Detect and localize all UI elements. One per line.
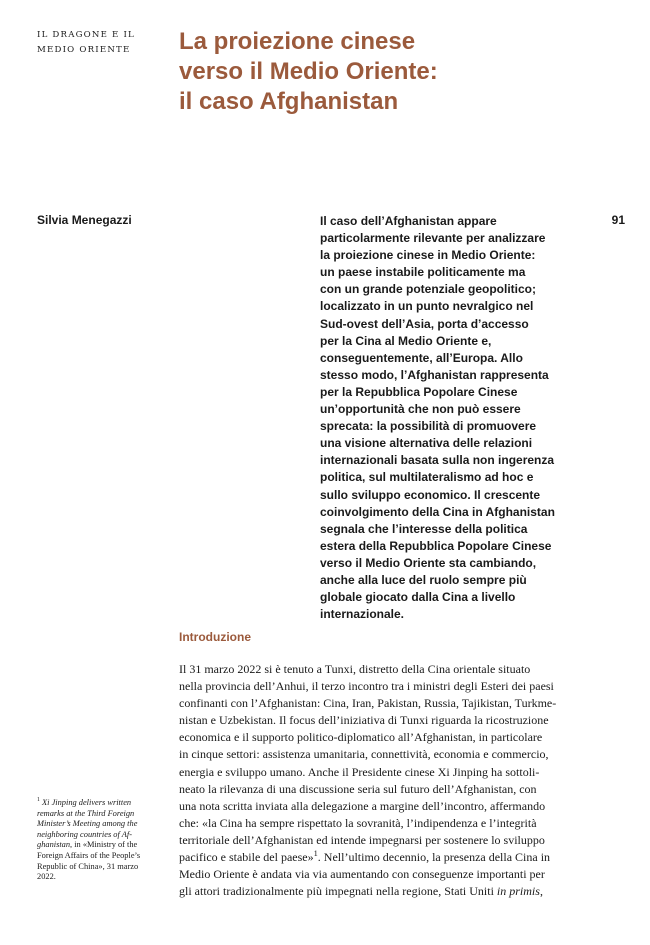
body-line: energia e sviluppo umano. Anche il Presidente cinese Xi Jinping ha sottoli- xyxy=(179,764,540,779)
abstract-line: globale giocato dalla Cina a livello xyxy=(320,590,516,605)
footnote-line: Foreign Affairs of the People’s xyxy=(37,850,141,860)
body-line: economica e il supporto politico-diplomatico all’Afghanistan, in particolare xyxy=(179,730,543,745)
section-label-line: IL DRAGONE E IL xyxy=(37,30,135,40)
abstract-line: una visione alternativa delle relazioni xyxy=(320,436,533,451)
abstract xyxy=(320,213,590,623)
abstract-line: coinvolgimento della Cina in Afghanistan xyxy=(320,504,555,519)
abstract-line: segnala che l’interesse della politica xyxy=(320,521,528,536)
title-line: La proiezione cinese xyxy=(179,28,416,55)
abstract-line: stesso modo, l’Afghanistan rappresenta xyxy=(320,367,549,382)
article-title xyxy=(179,27,619,117)
footnote-line: neighboring countries of Af- xyxy=(37,829,132,839)
footnote-rest: , in «Ministry of the xyxy=(70,840,138,850)
body-line-start: pacifico e stabile del paese» xyxy=(179,850,314,865)
abstract-line: la proiezione cinese in Medio Oriente: xyxy=(320,248,536,263)
abstract-line: internazionali basata sulla non ingerenza xyxy=(320,453,555,468)
body-line: una nota scritta inviata alla delegazione a margine dell’incontro, affermando xyxy=(179,798,546,813)
body-line: territoriale dell’Afghanistan ed intende impegnarsi per sostenere lo sviluppo xyxy=(179,832,545,847)
abstract-line: Sud-ovest dell’Asia, porta d’accesso xyxy=(320,316,529,331)
abstract-line: sullo sviluppo economico. Il crescente xyxy=(320,487,541,502)
section-label xyxy=(37,28,157,58)
abstract-line: per la Cina al Medio Oriente e, xyxy=(320,333,492,348)
body-line-end: , xyxy=(539,884,543,899)
title-line: verso il Medio Oriente: xyxy=(179,58,438,85)
footnote-italic: ghanistan xyxy=(37,840,71,850)
footnote-line xyxy=(37,840,167,851)
abstract-line: Il caso dell’Afghanistan appare xyxy=(320,214,497,228)
abstract-line: sprecata: la possibilità di promuovere xyxy=(320,419,537,434)
footnote-italic: Xi Jinping delivers written xyxy=(39,798,132,807)
body-line: Il 31 marzo 2022 si è tenuto a Tunxi, distretto della Cina orientale situato xyxy=(179,662,531,676)
body-line: nistan e Uzbekistan. Il focus dell’iniziativa di Tunxi riguarda la ricostruzione xyxy=(179,713,549,728)
abstract-line: con un grande potenziale geopolitico; xyxy=(320,282,537,297)
body-line: nella provincia dell’Anhui, il terzo incontro tra i ministri degli Esteri dei paesi xyxy=(179,679,554,694)
footnote-line: remarks at the Third Foreign xyxy=(37,808,135,818)
body-line-start: gli attori tradizionalmente più impegnati nella regione, Stati Uniti xyxy=(179,884,497,899)
footnote-line xyxy=(37,798,167,809)
footnote-reference[interactable]: 1 xyxy=(313,849,318,859)
body-line: Medio Oriente è andata via via aumentando con conseguenze importanti per xyxy=(179,867,545,882)
footnote-line: 2022. xyxy=(37,872,56,882)
abstract-line: un paese instabile politicamente ma xyxy=(320,265,526,280)
abstract-line: particolarmente rilevante per analizzare xyxy=(320,231,546,246)
page-number: 91 xyxy=(611,213,625,227)
body-text xyxy=(179,661,599,900)
abstract-line: politica, sul multilateralismo ad hoc e xyxy=(320,470,534,485)
body-line: confinanti con l’Afghanistan: Cina, Iran, Pakistan, Russia, Tajikistan, Turkme- xyxy=(179,696,557,711)
section-label-line: MEDIO ORIENTE xyxy=(37,45,131,55)
footnote xyxy=(37,798,167,883)
body-line: neato la rilevanza di una discussione seria sul futuro dell’Afghanistan, con xyxy=(179,781,537,796)
body-line: che: «la Cina ha sempre rispettato la sovranità, l’indipendenza e l’integrità xyxy=(179,815,537,830)
footnote-line: Minister’s Meeting among the xyxy=(37,819,138,829)
italic-phrase: in primis xyxy=(496,884,540,899)
abstract-line: estera della Repubblica Popolare Cinese xyxy=(320,538,552,553)
section-heading: Introduzione xyxy=(179,630,251,644)
abstract-line: verso il Medio Oriente sta cambiando, xyxy=(320,555,537,570)
footnote-line: Republic of China», 31 marzo xyxy=(37,861,139,871)
abstract-line: conseguentemente, all’Europa. Allo xyxy=(320,350,523,365)
body-line-rest: . Nell’ultimo decennio, la presenza della Cina in xyxy=(317,850,551,865)
abstract-line: anche alla luce del ruolo sempre più xyxy=(320,572,527,587)
abstract-line: localizzato in un punto nevralgico nel xyxy=(320,299,534,314)
body-line-with-footnote-ref xyxy=(179,849,599,866)
abstract-line: un’opportunità che non può essere xyxy=(320,402,521,417)
body-line-last xyxy=(179,883,599,900)
title-line: il caso Afghanistan xyxy=(179,88,399,115)
author-name: Silvia Menegazzi xyxy=(37,213,132,227)
abstract-line: per la Repubblica Popolare Cinese xyxy=(320,384,518,399)
body-line: in cinque settori: assistenza umanitaria, connettività, economia e commercio, xyxy=(179,747,549,762)
footnote-marker: 1 xyxy=(37,797,40,804)
abstract-line: internazionale. xyxy=(320,607,405,622)
